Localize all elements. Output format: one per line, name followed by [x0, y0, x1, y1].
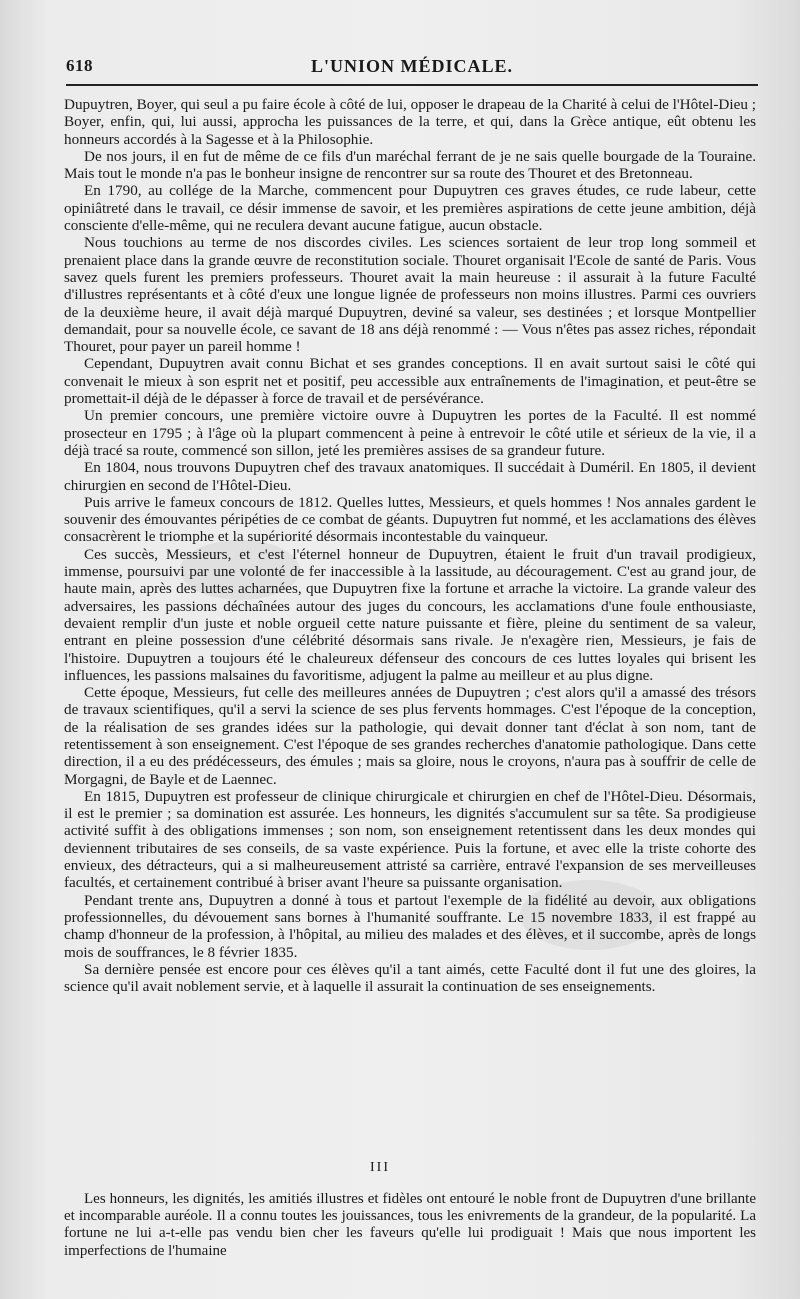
paragraph: Sa dernière pensée est encore pour ces élèves qu'il a tant aimés, cette Faculté dont il fut une des gloires, la science qu'il avait noblement servie, et à laquelle il assurait la continuation de ses enseignements.	[64, 960, 756, 996]
paragraph: Nous touchions au terme de nos discordes civiles. Les sciences sortaient de leur trop long sommeil et prenaient place dans la grande œuvre de reconstitution sociale. Thouret organisait l'Ecole de santé de Paris. Vous savez quels furent les premiers professeurs. Thouret avait la main heureuse : il assurait à la future Faculté d'illustres représentants et à côté d'eux une longue lignée de professeurs non moins illustres. Parmi ces ouvriers de la deuxième heure, il avait déjà marqué Dupuytren, deviné sa valeur, ses destinées ; et lorsque Montpellier demandait, pour sa nouvelle école, ce savant de 18 ans déjà renommé : — Vous n'êtes pas assez riches, répondait Thouret, pour payer un pareil homme !	[64, 234, 756, 356]
paragraph: En 1804, nous trouvons Dupuytren chef des travaux anatomiques. Il succédait à Duméril. En 1805, il devient chirurgien en second de l'Hôtel-Dieu.	[64, 459, 756, 494]
page-header	[66, 54, 758, 86]
article-body	[64, 96, 756, 995]
paragraph: Pendant trente ans, Dupuytren a donné à tous et partout l'exemple de la fidélité au devoir, aux obligations professionnelles, du dévouement sans bornes à l'humanité souffrante. Le 15 novembre 1833, il est frappé au champ d'honneur de la profession, à l'hôpital, au milieu des malades et des élèves, et il succombe, après de longs mois de souffrances, le 8 février 1835.	[64, 891, 756, 961]
paragraph: Les honneurs, les dignités, les amitiés illustres et fidèles ont entouré le noble front de Dupuytren d'une brillante et incomparable auréole. Il a connu toutes les jouissances, tous les enivrements de la grandeur, de la popularité. La fortune ne lui a-t-elle pas vendu bien cher les faveurs qu'elle lui prodiguait ! Mais que nous importent les imperfections de l'humaine	[64, 1191, 756, 1259]
section-number: III	[370, 1160, 390, 1175]
paragraph: En 1790, au collége de la Marche, commencent pour Dupuytren ces graves études, ce rude labeur, cette opiniâtreté dans le travail, ce désir immense de savoir, et les premières aspirations de cette jeune ambition, déjà consciente d'elle-même, qui ne reculera devant aucune fatigue, aucun obstacle.	[64, 182, 756, 235]
paragraph: De nos jours, il en fut de même de ce fils d'un maréchal ferrant de je ne sais quelle bourgade de la Touraine. Mais tout le monde n'a pas le bonheur insigne de rencontrer sur sa route des Thouret et des Bretonneau.	[64, 147, 756, 183]
journal-title: L'UNION MÉDICALE.	[310, 56, 514, 76]
next-section	[64, 1191, 756, 1260]
page-number: 618	[66, 56, 93, 75]
paragraph: Cette époque, Messieurs, fut celle des meilleures années de Dupuytren ; c'est alors qu'il a amassé des trésors de travaux scientifiques, qu'il a servi la science de ses plus fervents hommages. C'est l'époque de la conception, de la réalisation de ses grandes idées sur la pathologie, qui devait donner tant d'éclat à son nom, tant de retentissement à son enseignement. C'est l'époque de ses grandes recherches d'anatomie pathologique. Dans cette direction, il a eu des prédécesseurs, des émules ; mais sa gloire, nous le croyons, n'aura pas à souffrir de celle de Morgagni, de Bayle et de Laennec.	[64, 684, 756, 788]
paragraph: Cependant, Dupuytren avait connu Bichat et ses grandes conceptions. Il en avait surtout saisi le côté qui convenait le mieux à son esprit net et positif, peu accessible aux entraînements de l'imagination, et peut-être se promettait-il déjà de le dépasser à force de travail et de persévérance.	[64, 355, 756, 408]
paragraph: En 1815, Dupuytren est professeur de clinique chirurgicale et chirurgien en chef de l'Hôtel-Dieu. Désormais, il est le premier ; sa domination est assurée. Les honneurs, les dignités s'accumulent sur sa tête. Sa prodigieuse activité suffit à des obligations immenses ; son nom, son enseignement retentissent dans les deux mondes qui deviennent tributaires de ses conseils, de sa vaste expérience. Puis la fortune, et avec elle la triste cohorte des envieux, des détracteurs, qui a si malheureusement attristé sa carrière, entravé l'expansion de ses merveilleuses facultés, et certainement contribué à briser avant l'heure sa puissante organisation.	[64, 787, 756, 892]
paragraph: Ces succès, Messieurs, et c'est l'éternel honneur de Dupuytren, étaient le fruit d'un travail prodigieux, immense, poursuivi par une volonté de fer inaccessible à la lassitude, au découragement. C'est au grand jour, de haute main, après des luttes acharnées, que Dupuytren fixe la fortune et arrache la victoire. La grande valeur des adversaires, les passions déchaînées autour des juges du concours, les acclamations d'une foule enthousiaste, devaient remplir d'un juste et noble orgueil cette nature puissante et fière, pleine du sentiment de sa valeur, entrant en pleine possession d'une célébrité désormais sans rivale. Je n'exagère rien, Messieurs, je fais de l'histoire. Dupuytren a toujours été le chaleureux défenseur des concours de ces luttes loyales qui brisent les influences, les passions malsaines du favoritisme, adjugent la palme au meilleur et au plus digne.	[64, 545, 756, 684]
paragraph: Puis arrive le fameux concours de 1812. Quelles luttes, Messieurs, et quels hommes ! Nos annales gardent le souvenir des émouvantes péripéties de ce combat de géants. Dupuytren fut nommé, et les acclamations des élèves consacrèrent le triomphe et la supériorité désormais incontestable du vainqueur.	[64, 493, 756, 546]
paragraph: Un premier concours, une première victoire ouvre à Dupuytren les portes de la Faculté. Il est nommé prosecteur en 1795 ; à l'âge où la plupart commencent à peine à entrevoir le côté utile et sérieux de la vie, il a déjà tracé sa route, commencé son sillon, jeté les premières assises de sa grandeur future.	[64, 407, 756, 459]
paragraph: Dupuytren, Boyer, qui seul a pu faire école à côté de lui, opposer le drapeau de la Charité à celui de l'Hôtel-Dieu ; Boyer, enfin, qui, lui aussi, approcha les puissances de la terre, et qui, dans la Grèce antique, eût obtenu les honneurs accordés à la Sagesse et à la Philosophie.	[64, 96, 756, 148]
